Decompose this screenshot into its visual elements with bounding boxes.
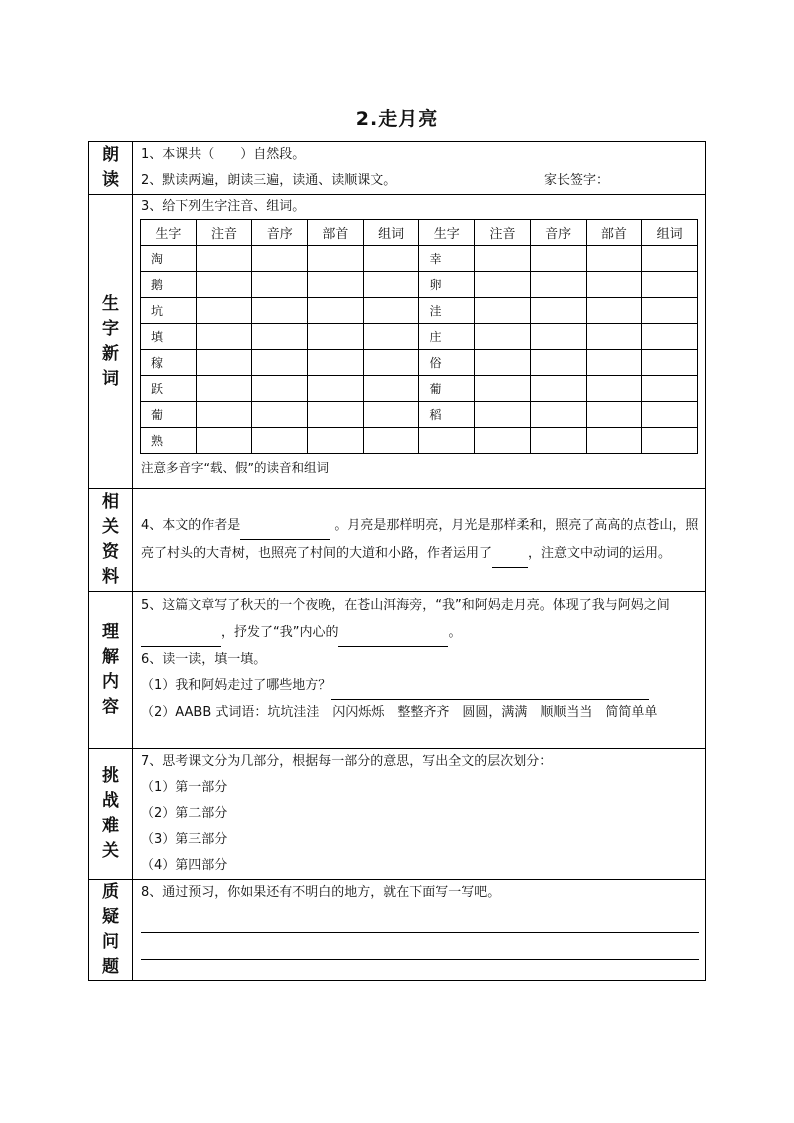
answer-cell[interactable]: [642, 324, 698, 350]
section-label-understanding: 理 解 内 容: [89, 592, 133, 749]
column-header: 组词: [642, 220, 698, 246]
answer-cell[interactable]: [308, 402, 364, 428]
answer-cell[interactable]: [363, 376, 419, 402]
technique-blank[interactable]: [492, 540, 528, 568]
section-label-new-words: 生 字 新 词: [89, 195, 133, 489]
answer-cell[interactable]: [530, 428, 586, 454]
answer-cell[interactable]: [196, 376, 252, 402]
column-header: 注音: [475, 220, 531, 246]
character-cell: 庄: [419, 324, 475, 350]
column-header: 部首: [308, 220, 364, 246]
section-label-challenge: 挑 战 难 关: [89, 749, 133, 880]
answer-cell[interactable]: [642, 350, 698, 376]
polyphone-note: 注意多音字“载、假”的读音和组词: [141, 460, 329, 475]
answer-cell[interactable]: [586, 246, 642, 272]
character-cell: 熟: [141, 428, 197, 454]
section-label-reading: 朗 读: [89, 142, 133, 195]
answer-cell[interactable]: [252, 376, 308, 402]
part-1: （1）第一部分: [141, 780, 228, 795]
question-6-2: （2）AABB 式词语：坑坑洼洼 闪闪烁烁 整整齐齐 圆圆，满满 顺顺当当 简简单单: [141, 705, 658, 720]
part-3: （3）第三部分: [141, 832, 228, 847]
answer-cell[interactable]: [530, 246, 586, 272]
answer-cell[interactable]: [586, 324, 642, 350]
answer-cell[interactable]: [363, 272, 419, 298]
section-new-words: [89, 195, 706, 489]
answer-cell[interactable]: [252, 246, 308, 272]
answer-cell[interactable]: [196, 402, 252, 428]
questions-content: [133, 880, 706, 981]
part-4: （4）第四部分: [141, 858, 228, 873]
column-header: 注音: [196, 220, 252, 246]
answer-cell[interactable]: [530, 298, 586, 324]
answer-cell[interactable]: [475, 246, 531, 272]
answer-cell[interactable]: [586, 402, 642, 428]
answer-cell[interactable]: [308, 246, 364, 272]
answer-cell[interactable]: [586, 428, 642, 454]
answer-cell[interactable]: [308, 350, 364, 376]
answer-cell[interactable]: [252, 324, 308, 350]
question-7: 7、思考课文分为几部分，根据每一部分的意思，写出全文的层次划分：: [141, 754, 553, 769]
answer-cell[interactable]: [530, 324, 586, 350]
section-label-materials: 相 关 资 料: [89, 489, 133, 592]
answer-cell[interactable]: [196, 350, 252, 376]
answer-cell[interactable]: [308, 298, 364, 324]
answer-cell[interactable]: [475, 350, 531, 376]
character-cell: 稻: [419, 402, 475, 428]
character-cell: 鹅: [141, 272, 197, 298]
answer-cell[interactable]: [196, 246, 252, 272]
character-cell: 稼: [141, 350, 197, 376]
answer-cell[interactable]: [530, 350, 586, 376]
section-challenge: [89, 749, 706, 880]
character-table: [140, 219, 698, 454]
question-5: 5、这篇文章写了秋天的一个夜晚，在苍山洱海旁，“我”和阿妈走月亮。体现了我与阿妈之间 ，抒发了“我”内心的 。: [133, 592, 705, 647]
answer-cell[interactable]: [308, 272, 364, 298]
new-words-content: [133, 195, 706, 489]
answer-cell[interactable]: [530, 376, 586, 402]
answer-cell[interactable]: [586, 376, 642, 402]
column-header: 音序: [530, 220, 586, 246]
table-row: [141, 272, 698, 298]
table-row: [141, 324, 698, 350]
answer-cell[interactable]: [196, 272, 252, 298]
answer-cell[interactable]: [642, 376, 698, 402]
section-understanding: [89, 592, 706, 749]
materials-paragraph: 4、本文的作者是 。月亮是那样明亮，月光是那样柔和，照亮了高高的点苍山，照亮了村头的大青树，也照亮了村间的大道和小路，作者运用了 ，注意文中动词的运用。: [133, 512, 705, 568]
materials-content: [133, 489, 706, 592]
question-8: 8、通过预习，你如果还有不明白的地方，就在下面写一写吧。: [141, 885, 501, 900]
answer-cell[interactable]: [530, 272, 586, 298]
new-words-instruction: 3、给下列生字注音、组词。: [141, 199, 306, 214]
character-cell: 葡: [419, 376, 475, 402]
section-reading: [89, 142, 706, 195]
answer-cell[interactable]: [642, 298, 698, 324]
answer-cell[interactable]: [196, 324, 252, 350]
feeling-blank[interactable]: [338, 619, 448, 647]
character-cell: 卵: [419, 272, 475, 298]
column-header: 生字: [419, 220, 475, 246]
section-materials: [89, 489, 706, 592]
answer-line-2[interactable]: [141, 933, 699, 960]
table-row: [141, 428, 698, 454]
section-label-questions: 质 疑 问 题: [89, 880, 133, 981]
page-title: 2.走月亮: [355, 108, 439, 130]
answer-cell[interactable]: [363, 324, 419, 350]
relationship-blank[interactable]: [141, 619, 221, 647]
author-blank[interactable]: [240, 512, 330, 540]
answer-cell[interactable]: [252, 350, 308, 376]
answer-cell[interactable]: [475, 272, 531, 298]
answer-cell[interactable]: [475, 402, 531, 428]
table-row: [141, 402, 698, 428]
table-row: [141, 350, 698, 376]
table-row: [141, 376, 698, 402]
question-6-1: （1）我和阿妈走过了哪些地方？: [133, 673, 705, 699]
column-header: 音序: [252, 220, 308, 246]
answer-cell[interactable]: [252, 402, 308, 428]
answer-cell[interactable]: [252, 298, 308, 324]
character-table-header: [141, 220, 698, 246]
answer-cell[interactable]: [475, 428, 531, 454]
answer-cell[interactable]: [252, 272, 308, 298]
character-cell: 幸: [419, 246, 475, 272]
column-header: 部首: [586, 220, 642, 246]
reading-line-2: 2、默读两遍，朗读三遍，读通、读顺课文。 家长签字：: [133, 168, 705, 194]
parent-signature: 家长签字：: [544, 168, 699, 195]
answer-cell[interactable]: [363, 402, 419, 428]
answer-cell[interactable]: [642, 428, 698, 454]
character-cell: 跃: [141, 376, 197, 402]
challenge-content: [133, 749, 706, 880]
character-cell: 葡: [141, 402, 197, 428]
answer-line-1[interactable]: [141, 906, 699, 933]
answer-cell[interactable]: [308, 324, 364, 350]
answer-cell[interactable]: [586, 350, 642, 376]
answer-cell[interactable]: [196, 298, 252, 324]
column-header: 生字: [141, 220, 197, 246]
answer-cell[interactable]: [586, 298, 642, 324]
character-cell: 填: [141, 324, 197, 350]
answer-cell[interactable]: [363, 298, 419, 324]
character-cell: 坑: [141, 298, 197, 324]
question-6: 6、读一读，填一填。: [141, 652, 267, 667]
answer-cell[interactable]: [308, 376, 364, 402]
answer-cell[interactable]: [475, 324, 531, 350]
worksheet-table: [88, 141, 706, 981]
answer-cell[interactable]: [642, 246, 698, 272]
answer-cell[interactable]: [530, 402, 586, 428]
answer-cell[interactable]: [586, 272, 642, 298]
answer-cell[interactable]: [252, 428, 308, 454]
character-cell: 淘: [141, 246, 197, 272]
signature-blank[interactable]: [609, 168, 699, 195]
table-row: [141, 298, 698, 324]
reading-content: [133, 142, 706, 195]
answer-cell[interactable]: [363, 246, 419, 272]
table-row: [141, 246, 698, 272]
places-blank[interactable]: [331, 673, 649, 700]
answer-cell[interactable]: [642, 272, 698, 298]
understanding-content: [133, 592, 706, 749]
part-2: （2）第二部分: [141, 806, 228, 821]
answer-cell[interactable]: [363, 350, 419, 376]
answer-cell[interactable]: [475, 298, 531, 324]
answer-cell[interactable]: [475, 376, 531, 402]
answer-cell[interactable]: [196, 428, 252, 454]
answer-cell[interactable]: [308, 428, 364, 454]
answer-cell[interactable]: [363, 428, 419, 454]
reading-line-1: 1、本课共（ ）自然段。: [141, 147, 306, 162]
character-cell: 俗: [419, 350, 475, 376]
section-questions: [89, 880, 706, 981]
character-cell: [419, 428, 475, 454]
column-header: 组词: [363, 220, 419, 246]
character-cell: 洼: [419, 298, 475, 324]
answer-cell[interactable]: [642, 402, 698, 428]
